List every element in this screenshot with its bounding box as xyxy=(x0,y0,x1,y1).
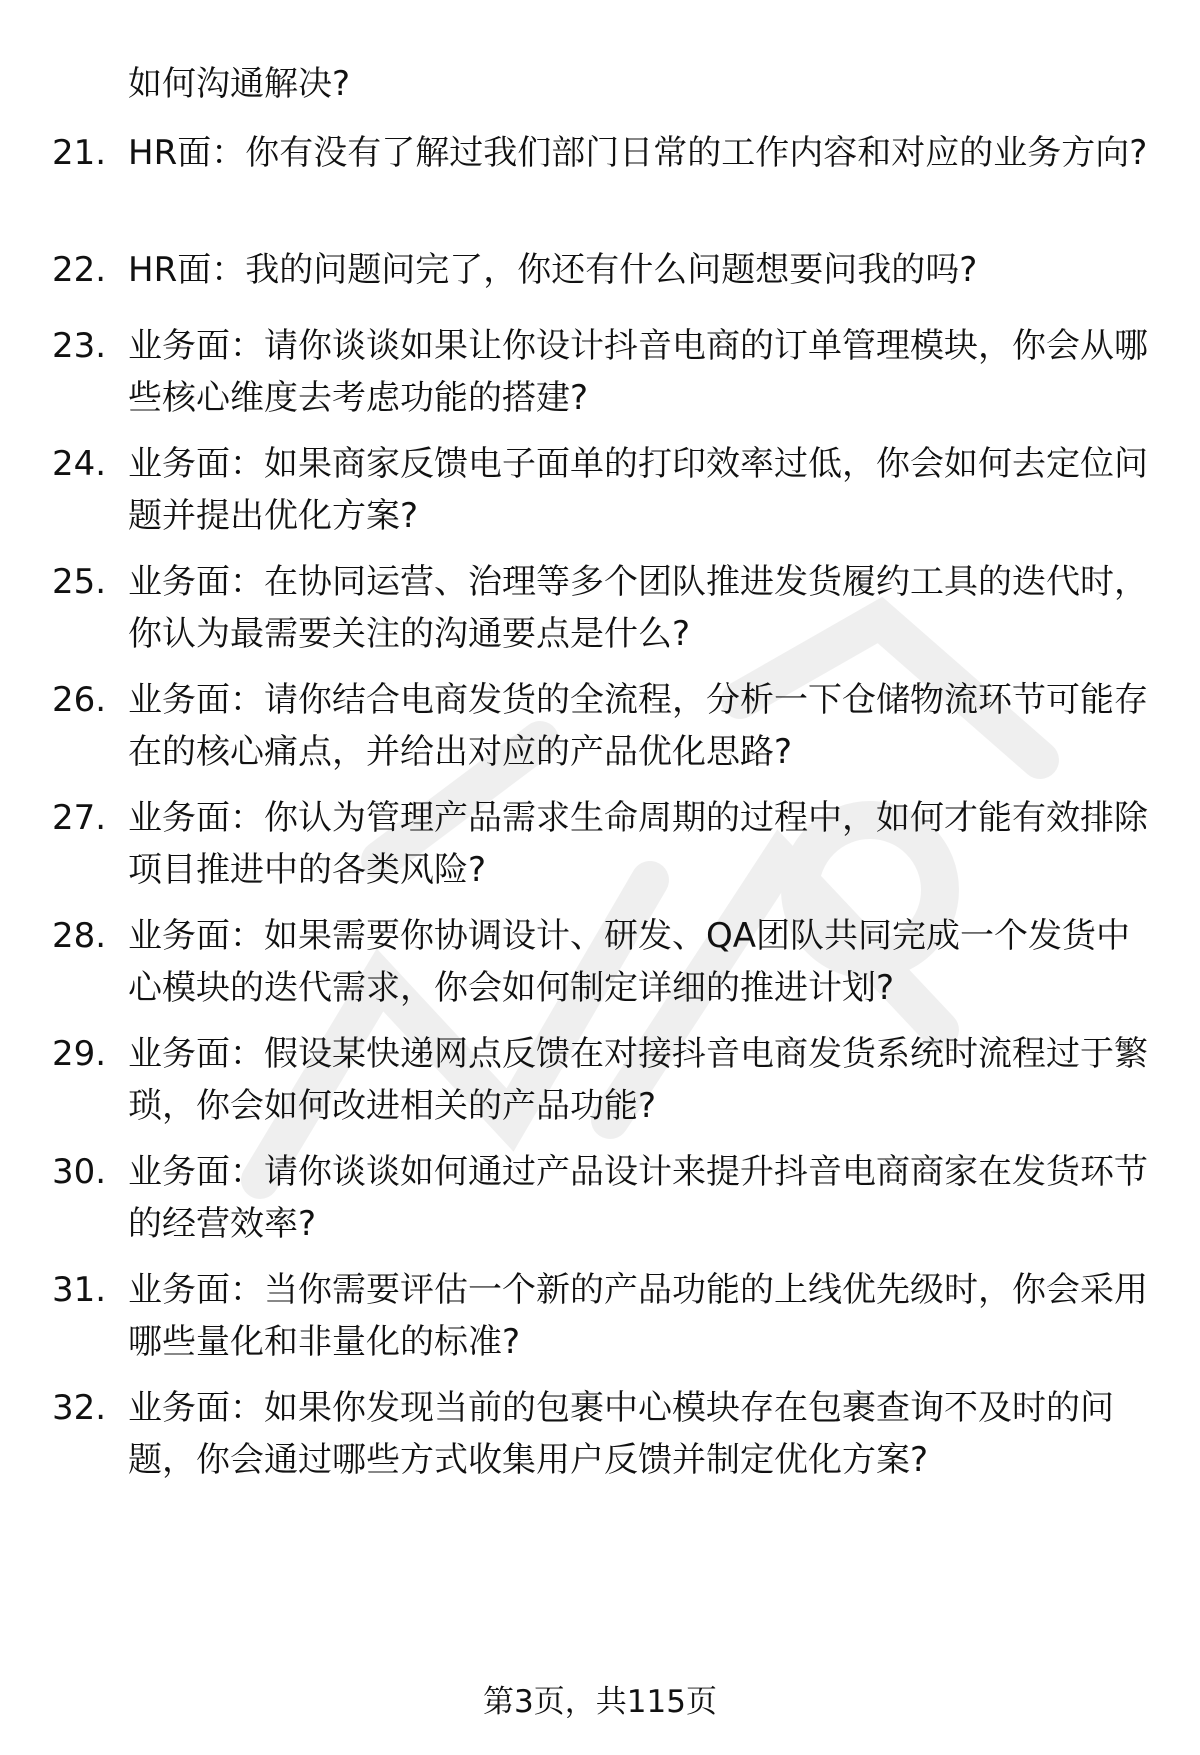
question-number: 26. xyxy=(52,680,107,720)
question-number: 23. xyxy=(52,326,107,366)
question-number: 27. xyxy=(52,798,107,838)
question-text: 业务面：你认为管理产品需求生命周期的过程中，如何才能有效排除项目推进中的各类风险? xyxy=(128,798,1148,890)
question-number: 21. xyxy=(52,133,107,173)
question-number: 22. xyxy=(52,250,107,290)
question-number: 31. xyxy=(52,1270,107,1310)
question-text: 业务面：假设某快递网点反馈在对接抖音电商发货系统时流程过于繁琐，你会如何改进相关的产品功能? xyxy=(128,1034,1148,1126)
question-number: 29. xyxy=(52,1034,107,1074)
question-text: 业务面：如果需要你协调设计、研发、QA团队共同完成一个发货中心模块的迭代需求，你会如何制定详细的推进计划? xyxy=(128,916,1131,1008)
question-number: 24. xyxy=(52,444,107,484)
question-text: HR面：我的问题问完了，你还有什么问题想要问我的吗? xyxy=(128,250,978,290)
question-text: 业务面：请你谈谈如果让你设计抖音电商的订单管理模块，你会从哪些核心维度去考虑功能的搭建? xyxy=(128,326,1148,418)
continuation-text: 如何沟通解决? xyxy=(128,64,351,104)
question-text: HR面：你有没有了解过我们部门日常的工作内容和对应的业务方向? xyxy=(128,133,1148,173)
question-number: 32. xyxy=(52,1388,107,1428)
question-number: 28. xyxy=(52,916,107,956)
question-text: 业务面：当你需要评估一个新的产品功能的上线优先级时，你会采用哪些量化和非量化的标准? xyxy=(128,1270,1148,1362)
question-number: 30. xyxy=(52,1152,107,1192)
question-text: 业务面：在协同运营、治理等多个团队推进发货履约工具的迭代时，你认为最需要关注的沟通要点是什么? xyxy=(128,562,1148,654)
question-number: 25. xyxy=(52,562,107,602)
question-text: 业务面：如果商家反馈电子面单的打印效率过低，你会如何去定位问题并提出优化方案? xyxy=(128,444,1148,536)
question-text: 业务面：请你结合电商发货的全流程，分析一下仓储物流环节可能存在的核心痛点，并给出对应的产品优化思路? xyxy=(128,680,1148,772)
page-footer: 第3页，共115页 xyxy=(483,1684,717,1720)
question-text: 业务面：如果你发现当前的包裹中心模块存在包裹查询不及时的问题，你会通过哪些方式收集用户反馈并制定优化方案? xyxy=(128,1388,1114,1480)
question-text: 业务面：请你谈谈如何通过产品设计来提升抖音电商商家在发货环节的经营效率? xyxy=(128,1152,1148,1244)
